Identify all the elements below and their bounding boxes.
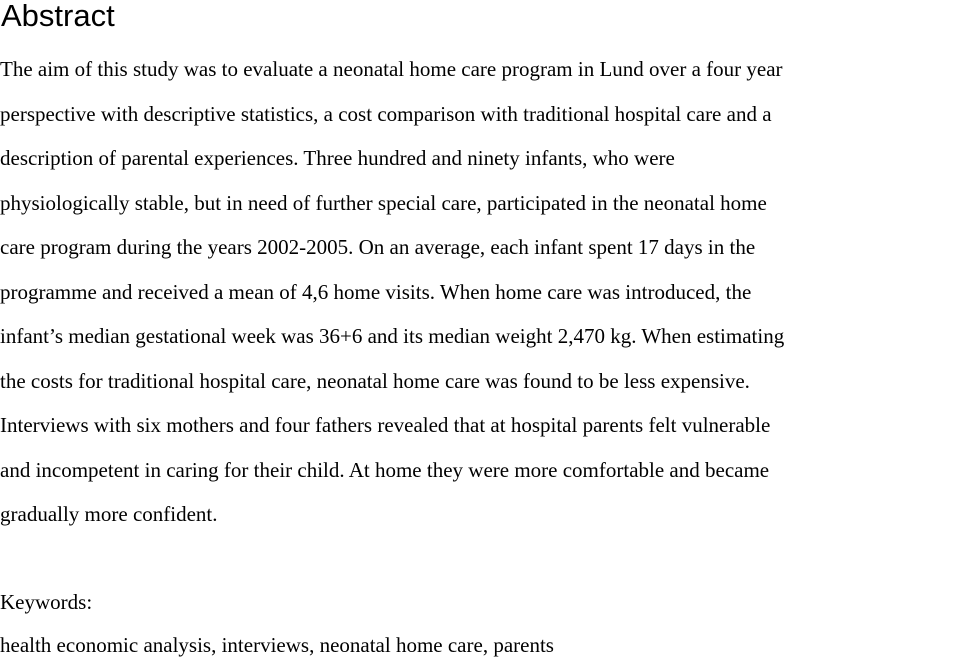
abstract-line-11: gradually more confident. — [0, 502, 218, 526]
abstract-line-2: perspective with descriptive statistics, a cost comparison with traditional hospital care and a — [0, 101, 772, 126]
abstract-line-1: The aim of this study was to evaluate a neonatal home care program in Lund over a four year — [0, 57, 783, 81]
abstract-heading: Abstract — [1, 0, 115, 33]
keywords-list: health economic analysis, interviews, neonatal home care, parents — [0, 633, 554, 657]
abstract-line-5: care program during the years 2002-2005. On an average, each infant spent 17 days in the — [0, 235, 756, 259]
abstract-line-4: physiologically stable, but in need of further special care, participated in the neonatal home — [0, 190, 767, 215]
abstract-line-9: Interviews with six mothers and four fathers revealed that at hospital parents felt vulnerable — [0, 413, 771, 437]
abstract-line-8: the costs for traditional hospital care, neonatal home care was found to be less expensive. — [0, 368, 750, 393]
keywords-label: Keywords: — [0, 590, 93, 614]
abstract-body — [0, 47, 960, 537]
abstract-line-7: infant’s median gestational week was 36+6 and its median weight 2,470 kg. When estimating — [0, 324, 785, 348]
abstract-line-10: and incompetent in caring for their child. At home they were more comfortable and became — [0, 457, 770, 482]
abstract-line-3: description of parental experiences. Three hundred and ninety infants, who were — [0, 146, 675, 170]
abstract-line-6: programme and received a mean of 4,6 home visits. When home care was introduced, the — [0, 279, 752, 304]
